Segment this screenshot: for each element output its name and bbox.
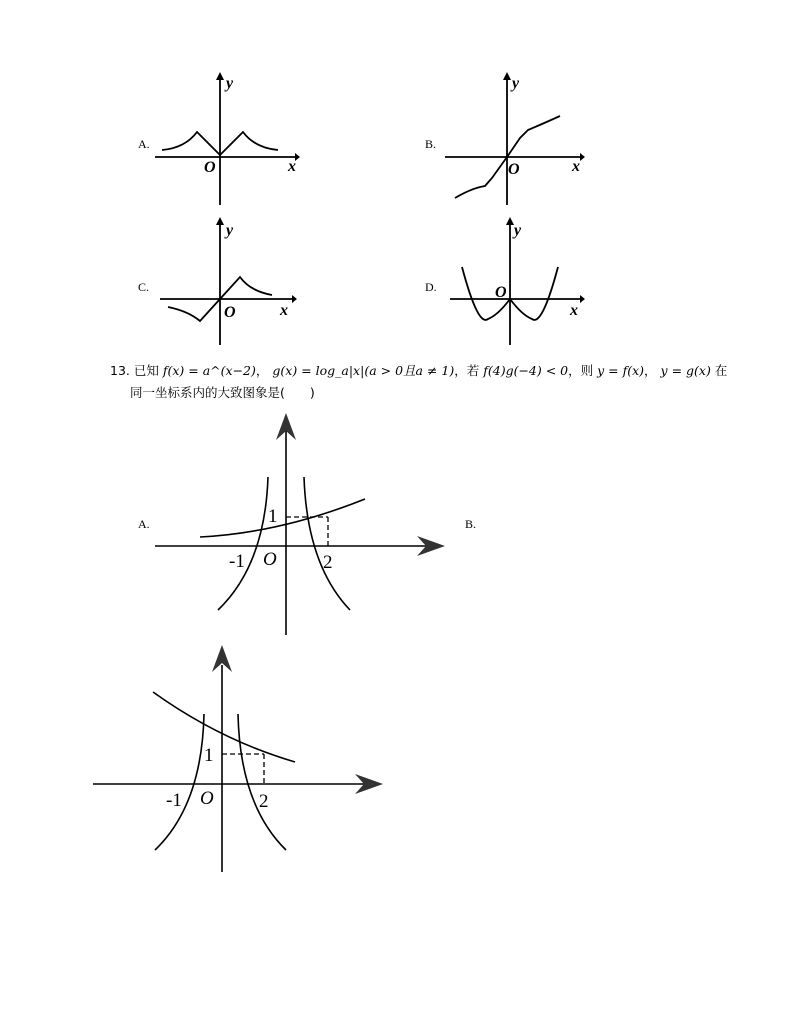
tick-neg1: -1	[229, 551, 245, 572]
x-label: x	[280, 302, 288, 319]
graph-option-a	[150, 70, 310, 210]
origin-label: O	[200, 788, 214, 809]
option-a-label: A.	[138, 137, 150, 151]
y-arrow	[503, 72, 511, 80]
origin-label: O	[263, 549, 277, 570]
y-f: y = f(x)	[597, 363, 645, 378]
exponential-curve	[153, 692, 295, 762]
option-c-label: C.	[138, 280, 150, 294]
tick-2: 2	[323, 552, 333, 573]
q13-graph-option-b	[90, 640, 390, 875]
x-arrow	[580, 153, 585, 161]
question-13-text	[110, 360, 730, 404]
y-label: y	[226, 222, 234, 239]
x-label: x	[288, 158, 296, 175]
tick-1: 1	[268, 506, 278, 527]
tail-text: 在	[714, 363, 728, 378]
y-label: y	[226, 75, 234, 92]
y-arrow	[216, 72, 224, 80]
graph-option-d	[440, 215, 600, 350]
origin-label: O	[204, 159, 216, 176]
question-prefix: 已知	[133, 363, 159, 378]
y-arrow	[216, 217, 224, 225]
q13-option-a-label: A.	[138, 517, 150, 531]
tick-2: 2	[259, 791, 269, 812]
origin-label: O	[495, 284, 507, 301]
log-curve-left	[218, 477, 268, 610]
origin-label: O	[224, 304, 236, 321]
x-arrow	[292, 295, 297, 303]
tick-1: 1	[204, 745, 214, 766]
connector-text: ，则	[568, 363, 594, 378]
question-13-line1	[110, 360, 730, 382]
connector-text: ，若	[454, 363, 480, 378]
separator: ，	[255, 363, 269, 378]
y-label: y	[512, 75, 520, 92]
question-13-line2: 同一坐标系内的大致图象是( )	[130, 385, 315, 400]
q13-option-b-label: B.	[465, 517, 477, 531]
separator: ，	[644, 363, 657, 378]
y-label: y	[514, 222, 522, 239]
g-definition: g(x) = log_a|x|(a > 0且a ≠ 1)	[272, 363, 455, 378]
graph-option-c	[150, 215, 310, 350]
y-g: y = g(x)	[660, 363, 711, 378]
exponential-curve	[200, 499, 365, 537]
question-number: 13.	[110, 363, 130, 378]
condition: f(4)g(−4) < 0	[483, 363, 569, 378]
log-curve-left	[155, 714, 204, 850]
q13-graph-option-a	[150, 405, 450, 640]
option-d-label: D.	[425, 280, 437, 294]
origin-label: O	[508, 161, 520, 178]
log-curve-right	[238, 714, 286, 850]
x-label: x	[570, 302, 578, 319]
graph-option-b	[440, 70, 600, 210]
f-definition: f(x) = a^(x−2)	[162, 363, 256, 378]
option-b-label: B.	[425, 137, 437, 151]
log-curve-right	[304, 477, 350, 610]
y-arrow	[506, 217, 514, 225]
x-label: x	[572, 158, 580, 175]
tick-neg1: -1	[166, 790, 182, 811]
x-arrow	[580, 295, 585, 303]
